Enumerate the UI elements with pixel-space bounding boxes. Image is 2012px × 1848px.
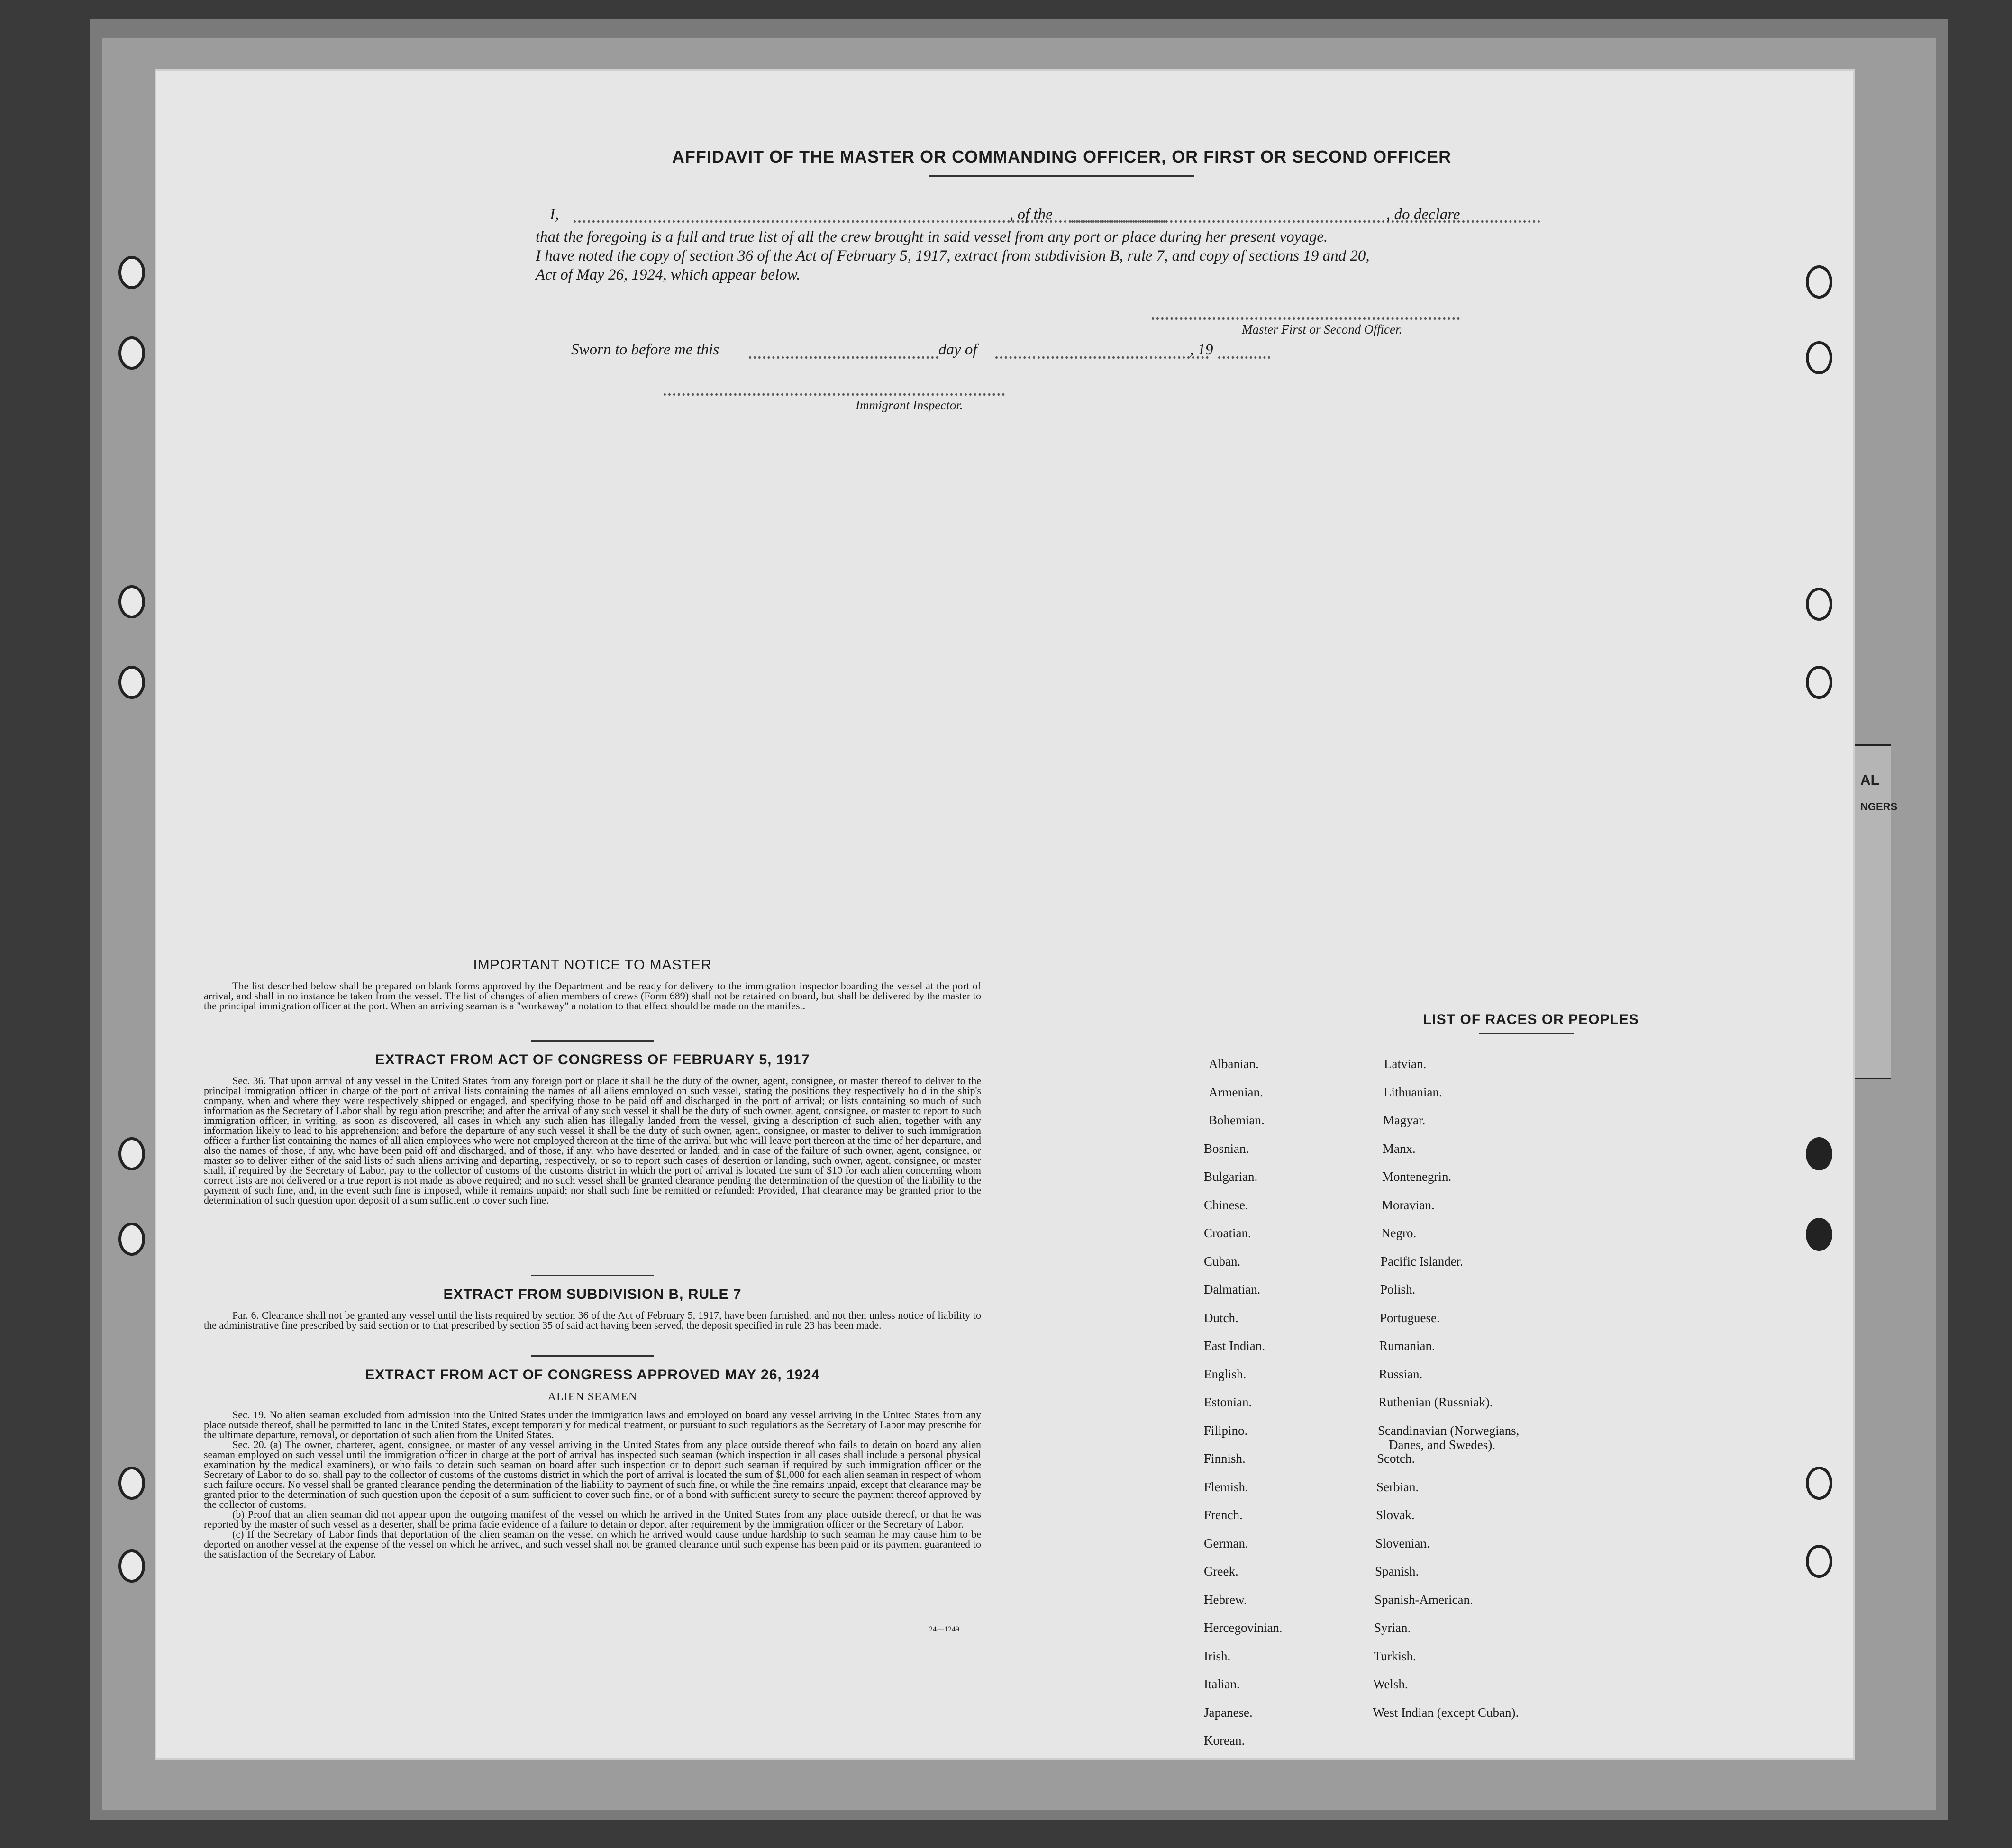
sworn-day-line xyxy=(749,356,938,359)
extract-1924-subtitle: ALIEN SEAMEN xyxy=(547,1391,637,1403)
punch-hole xyxy=(1806,1545,1832,1578)
race-item: Magyar. xyxy=(1383,1113,1426,1127)
race-item: Lithuanian. xyxy=(1384,1085,1442,1099)
master-signature-label: Master First or Second Officer. xyxy=(1242,322,1402,336)
extract-1917-body: Sec. 36. That upon arrival of any vessel in the United States from any foreign port or place it shall be the duty of the owner, agent, consignee, or master thereof to deliver to the principal immigration officer in charge of the port of arrival lists containing the names of all aliens employed on such vessel, stating the positions they respectively hold in the ship's company, when and where they were respectively shipped or engaged, and specifying those to be paid off and discharged in the port of arrival; or lists containing so much of such information as the Secretary of Labor shall by regulation prescribe; and after the arrival of any such vessel it shall be the duty of such owner, agent, consignee, or master to report to such immigration officer, in writing, as soon as discovered, all cases in which any such alien has illegally landed from the vessel, giving a description of such alien, together with any information likely to lead to his apprehension; and before the departure of any such vessel it shall be the duty of such owner, agent, consignee, or master to deliver to such immigration officer a further list containing the names of all alien employees who were not employed thereon at the time of the arrival but who will leave port thereon at the time of her departure, and also the names of those, if any, who have been paid off and discharged, and of those, if any, who have deserted or landed; and in case of the failure of such owner, agent, consignee, or master so to deliver either of the said lists of such aliens arriving and departing, respectively, or so to report such cases of desertion or landing, such owner, agent, consignee, or master shall, if required by the Secretary of Labor, pay to the collector of customs of the customs district in which the port of arrival is located the sum of $10 for each alien concerning whom correct lists are not delivered or a true report is not made as above required; and no such vessel shall be granted clearance pending the determination of the question of the liability to the payment of such fine, and, in the event such fine is imposed, while it remains unpaid; nor shall such fine be remitted or refunded: Provided, That clearance may be granted prior to the determination of such question upon deposit of a sum sufficient to cover such fine. xyxy=(204,1075,981,1206)
punch-hole xyxy=(118,1137,145,1170)
extract-1924-title: EXTRACT FROM ACT OF CONGRESS APPROVED MAY 26, 1924 xyxy=(365,1367,820,1383)
affidavit-body xyxy=(536,227,1711,284)
punch-hole xyxy=(1806,265,1832,299)
race-item: East Indian. xyxy=(1204,1339,1265,1353)
affidavit-line-3: I have noted the copy of section 36 of the Act of February 5, 1917, extract from subdivision B, rule 7, and copy of sections 19 and 20, xyxy=(536,247,1370,264)
race-item: Cuban. xyxy=(1204,1254,1241,1268)
race-item: Bosnian. xyxy=(1204,1141,1249,1156)
race-item: Portuguese. xyxy=(1380,1310,1440,1325)
month-line xyxy=(995,356,1209,359)
section-rule xyxy=(531,1040,654,1042)
punch-hole xyxy=(1806,1137,1832,1170)
race-item: Spanish-American. xyxy=(1375,1592,1473,1607)
race-item: Slovenian. xyxy=(1375,1536,1430,1550)
race-item: Montenegrin. xyxy=(1382,1169,1452,1184)
race-item: Negro. xyxy=(1381,1226,1417,1240)
affidavit-i-label: I, xyxy=(550,206,559,223)
affidavit-declare-label: , do declare xyxy=(1386,206,1460,223)
extract-rule7-body: Par. 6. Clearance shall not be granted any vessel until the lists required by section 36 of the Act of February 5, 1917, have been furnished, and not then unless notice of liability to the administrative fine prescribed by said section or to that prescribed by section 35 of said act having been served, the deposit specified in rule 23 has been made. xyxy=(204,1309,981,1331)
race-item: Flemish. xyxy=(1204,1479,1248,1494)
year-line xyxy=(1218,356,1270,359)
race-item: Filipino. xyxy=(1204,1423,1248,1438)
punch-hole xyxy=(118,336,145,370)
inspector-signature-line xyxy=(664,393,1005,396)
races-title: LIST OF RACES OR PEOPLES xyxy=(1423,1012,1639,1027)
affidavit-of-the-label: , of the xyxy=(1010,206,1053,223)
race-item: French. xyxy=(1204,1508,1243,1522)
race-item: Croatian. xyxy=(1204,1226,1251,1240)
race-item: Italian. xyxy=(1204,1677,1240,1691)
race-item: Scandinavian (Norwegians, xyxy=(1378,1423,1520,1438)
race-item: Slovak. xyxy=(1376,1508,1415,1522)
race-item: Chinese. xyxy=(1204,1197,1248,1212)
race-item: Estonian. xyxy=(1204,1395,1252,1409)
side-tab xyxy=(1851,744,1891,1079)
race-item: Armenian. xyxy=(1209,1085,1263,1099)
form-number: 24—1249 xyxy=(929,1625,959,1633)
punch-hole xyxy=(118,1467,145,1500)
race-item: Danes, and Swedes). xyxy=(1389,1437,1495,1452)
extract-1917-title: EXTRACT FROM ACT OF CONGRESS OF FEBRUARY 5, 1917 xyxy=(375,1052,810,1068)
race-item: Irish. xyxy=(1204,1649,1231,1663)
punch-hole xyxy=(118,1549,145,1583)
punch-hole xyxy=(1806,1467,1832,1500)
race-item: German. xyxy=(1204,1536,1248,1550)
sec-20a: Sec. 20. (a) The owner, charterer, agent, consignee, or master of any vessel arriving in the United States from any place outside thereof who fails to detain on board any alien seaman employed on such vessel until the immigration officer in charge at the port of arrival has inspected such seaman (which inspection in all cases shall include a personal physical examination by the medical examiners), or who fails to detain such seaman on board after such inspection or to deport such seaman if required by such immigration officer or the Secretary of Labor to do so, shall pay to the collector of customs of the customs district in which the port of arrival is located the sum of $1,000 for each alien seaman in respect of whom such failure occurs. No vessel shall be granted clearance pending the determination of the liability to payment of such fine, or while the fine remains unpaid, except that clearance may be granted prior to the determination of such question upon the deposit of a sum sufficient to cover such fine, or of a bond with sufficient surety to secure the payment thereof approved by the collector of customs. xyxy=(204,1439,981,1510)
affidavit-title: AFFIDAVIT OF THE MASTER OR COMMANDING OFFICER, OR FIRST OR SECOND OFFICER xyxy=(672,147,1452,166)
punch-hole xyxy=(118,1223,145,1256)
sec-19: Sec. 19. No alien seaman excluded from admission into the United States under the immigration laws and employed on board any vessel arriving in the United States from any place outside thereof, shall be permitted to land in the United States, except temporarily for medical treatment, or pursuant to such regulations as the Secretary of Labor may prescribe for the ultimate departure, removal, or deportation of such alien from the United States. xyxy=(204,1409,981,1440)
race-item: West Indian (except Cuban). xyxy=(1373,1705,1519,1720)
extract-rule7-title: EXTRACT FROM SUBDIVISION B, RULE 7 xyxy=(443,1286,742,1302)
race-item: Bulgarian. xyxy=(1204,1169,1258,1184)
race-item: Rumanian. xyxy=(1379,1339,1435,1353)
race-item: Greek. xyxy=(1204,1564,1238,1578)
section-rule xyxy=(531,1355,654,1357)
race-item: Spanish. xyxy=(1375,1564,1419,1578)
race-item: Turkish. xyxy=(1374,1649,1416,1663)
race-item: Japanese. xyxy=(1204,1705,1253,1720)
race-item: Albanian. xyxy=(1209,1057,1259,1071)
master-signature-line xyxy=(1152,317,1460,320)
race-item: Scotch. xyxy=(1377,1451,1415,1466)
race-item: Welsh. xyxy=(1373,1677,1408,1691)
punch-hole xyxy=(1806,588,1832,621)
side-tab-text: AL xyxy=(1860,772,1879,788)
races-title-rule xyxy=(1479,1033,1574,1034)
race-item: Syrian. xyxy=(1374,1621,1411,1635)
race-item: Bohemian. xyxy=(1209,1113,1265,1127)
punch-hole xyxy=(1806,1218,1832,1251)
punch-hole xyxy=(118,666,145,699)
race-item: Ruthenian (Russniak). xyxy=(1378,1395,1493,1409)
race-item: Moravian. xyxy=(1382,1197,1435,1212)
vessel-line xyxy=(1071,220,1540,223)
race-item: Serbian. xyxy=(1376,1479,1419,1494)
race-item: Pacific Islander. xyxy=(1381,1254,1463,1268)
sworn-label: Sworn to before me this xyxy=(571,341,719,358)
race-item: Hercegovinian. xyxy=(1204,1621,1283,1635)
extract-1924-body xyxy=(204,1410,981,1559)
race-item: Polish. xyxy=(1380,1282,1416,1296)
notice-body: The list described below shall be prepared on blank forms approved by the Department and be ready for delivery to the immigration inspector boarding the vessel at the port of arrival, and shall in no instance be taken from the vessel. The list of changes of alien members of crews (Form 689) shall not be retained on board, but shall be delivered by the master to the principal immigration officer at the port. When an arriving seaman is a "workaway" a notation to that effect should be made on the manifest. xyxy=(204,980,981,1012)
race-item: Hebrew. xyxy=(1204,1592,1247,1607)
punch-hole xyxy=(118,585,145,618)
race-item: Dalmatian. xyxy=(1204,1282,1261,1296)
affidavit-line-4: Act of May 26, 1924, which appear below. xyxy=(536,266,801,283)
affidavit-line-2: that the foregoing is a full and true list of all the crew brought in said vessel from any port or place during her present voyage. xyxy=(536,228,1328,245)
sec-20b: (b) Proof that an alien seaman did not appear upon the outgoing manifest of the vessel on which he arrived in the United States from any place outside thereof, or that he was reported by the master of such vessel as a deserter, shall be prima facie evidence of a failure to detain or deport after requirement by the immigration officer or the Secretary of Labor. xyxy=(204,1508,981,1530)
punch-hole xyxy=(1806,666,1832,699)
punch-hole xyxy=(1806,341,1832,374)
punch-hole xyxy=(118,256,145,289)
sec-20c: (c) If the Secretary of Labor finds that deportation of the alien seaman on the vessel on which he arrived would cause undue hardship to such seaman he may cause him to be deported on another vessel at the expense of the vessel on which he arrived, and such vessel shall not be granted clearance until such expense has been paid or its payment guaranteed to the satisfaction of the Secretary of Labor. xyxy=(204,1528,981,1560)
race-item: Dutch. xyxy=(1204,1310,1238,1325)
title-rule xyxy=(929,175,1194,177)
race-item: Russian. xyxy=(1379,1367,1423,1381)
document-page xyxy=(156,71,1853,1758)
notice-title: IMPORTANT NOTICE TO MASTER xyxy=(473,957,712,973)
side-tab-text: NGERS xyxy=(1860,801,1898,813)
inspector-label: Immigrant Inspector. xyxy=(856,398,963,412)
race-item: Latvian. xyxy=(1384,1057,1427,1071)
race-item: English. xyxy=(1204,1367,1247,1381)
race-item: Finnish. xyxy=(1204,1451,1246,1466)
day-of-label: day of xyxy=(938,341,977,358)
year-prefix: , 19 xyxy=(1190,341,1213,358)
section-rule xyxy=(531,1275,654,1276)
race-item: Manx. xyxy=(1383,1141,1416,1156)
race-item: Korean. xyxy=(1204,1733,1245,1748)
